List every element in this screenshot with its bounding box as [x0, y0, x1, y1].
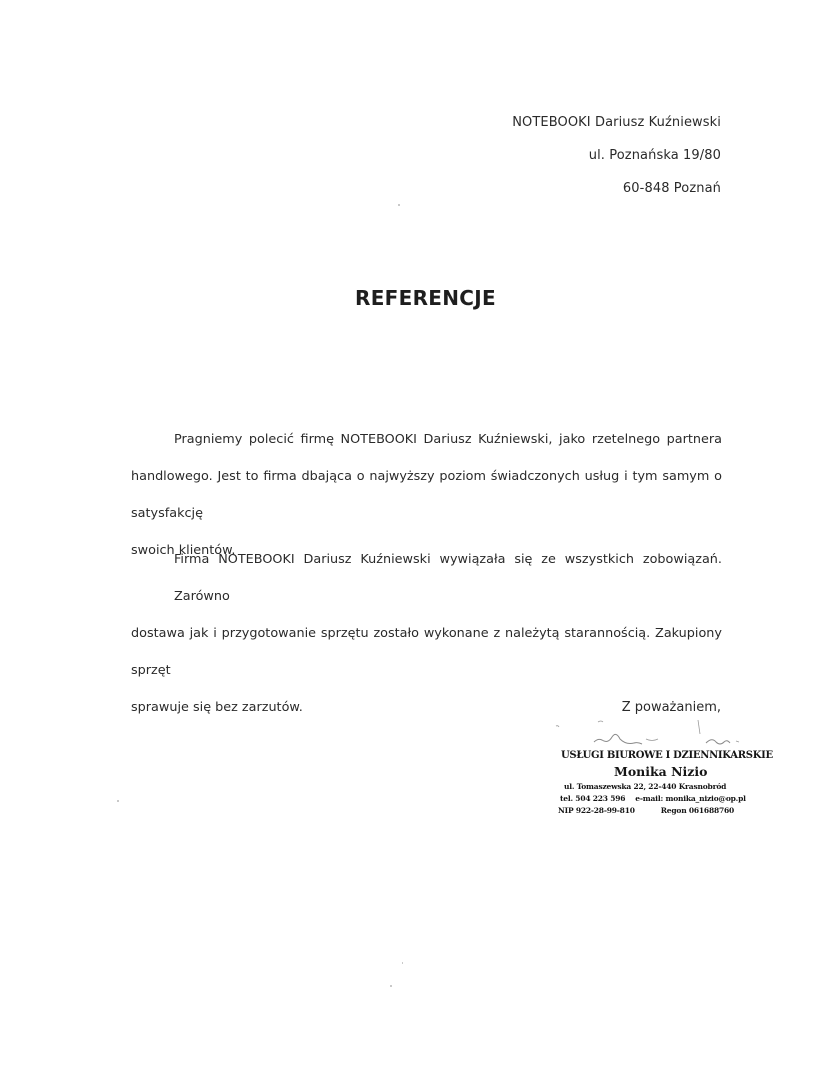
paragraph-2: [131, 541, 722, 726]
stamp-contact: [560, 794, 746, 803]
stamp-nip: NIP 922-28-99-810: [558, 806, 635, 815]
paragraph-2-line-3: sprawuje się bez zarzutów.: [131, 700, 303, 715]
paragraph-1-line-2: handlowego. Jest to firma dbająca o najwyższy poziom świadczonych usług i tym samym o satysfakcję: [131, 469, 722, 521]
stamp-email: e-mail: monika_nizio@op.pl: [635, 794, 746, 803]
paper-speck: [390, 985, 392, 987]
paper-speck: [402, 962, 403, 964]
stamp-registry: [558, 806, 734, 815]
stamp-phone: tel. 504 223 596: [560, 794, 626, 803]
stamp-address: ul. Tomaszewska 22, 22-440 Krasnobród: [564, 782, 727, 791]
sender-city: 60-848 Poznań: [622, 181, 721, 196]
paragraph-2-line-1: Firma NOTEBOOKI Dariusz Kuźniewski wywiązała się ze wszystkich zobowiązań. Zarówno: [174, 552, 722, 604]
paper-speck: [398, 204, 400, 206]
stamp-regon: Regon 061688760: [660, 806, 735, 815]
stamp-person: Monika Nizio: [614, 764, 708, 779]
closing-salutation: Z poważaniem,: [621, 700, 721, 715]
paragraph-1-line-1: Pragniemy polecić firmę NOTEBOOKI Dariusz Kuźniewski, jako rzetelnego partnera: [174, 432, 722, 447]
paragraph-1-line-3: swoich klientów.: [131, 543, 236, 558]
sender-name: NOTEBOOKI Dariusz Kuźniewski: [512, 115, 721, 130]
document-title: REFERENCJE: [355, 286, 496, 310]
stamp-company: USŁUGI BIUROWE I DZIENNIKARSKIE: [561, 750, 773, 761]
paper-speck: [117, 800, 119, 802]
handwritten-signature: [548, 712, 758, 752]
paragraph-2-line-2: dostawa jak i przygotowanie sprzętu zostało wykonane z należytą starannością. Zakupiony sprzęt: [131, 626, 722, 678]
sender-street: ul. Poznańska 19/80: [588, 148, 721, 163]
